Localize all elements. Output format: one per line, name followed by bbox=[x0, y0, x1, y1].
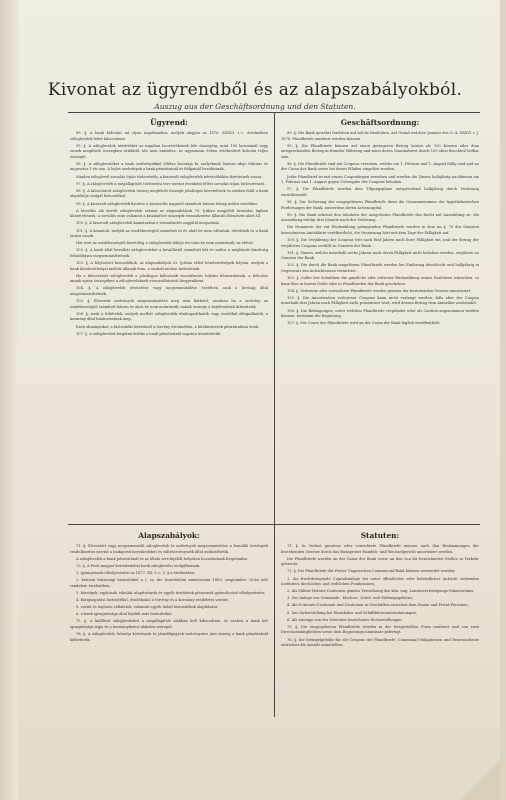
statuten-section bbox=[281, 531, 479, 717]
paragraph: 73. §. A Pesti magyar kereskedelmi bank záloglevelei szolgálhatnak: bbox=[76, 563, 201, 568]
paragraph: 98. §. Zur Sicherung der ausgegebenen Pfandbriefe dient die Gesammtsumme der hypothekarischen Forderungen der Bank, ausserdem deren Actiencapital. bbox=[281, 199, 479, 210]
paragraph: 5. Zur Sicherstellung bei Eisenbahn- und Schifffahrtsunternehmungen; bbox=[287, 610, 418, 615]
paragraph: 103. §. A folyósított biztosítékok, az alapszabályok 52. §-ában előírt kötelezettségek folytán, melyek a bank kötelezettségei mellett állanak fenn, a szokott módon intéztetnek. bbox=[70, 261, 268, 271]
paragraph: 101. §. A kamatok, melyek az esedékességtől számított öt év alatt be nem váltattak, elévülnek és a bank javára esnek. bbox=[70, 228, 268, 239]
ugyrend-section bbox=[70, 118, 268, 520]
paragraph: 2. Als Militär-Heirats-Cautionen gemäss Verordnung des kön. ung. Landesverteidigungs-Ministeriums; bbox=[287, 589, 475, 594]
paragraph: 95. §. A záloglevelek névértékét az ingatlan becsértékének fele összegéig, mint 100 koronánál vagy ennek megfelelő összegben értékből, ide nem számítva, az ugyanazon évben értékesített kölcsön teljes összegét. bbox=[70, 143, 268, 159]
column-divider-rule bbox=[274, 112, 275, 717]
paragraph: 75. §. A kiállított zálogleveleket a megállapított alakban kell kibocsátani, és ezeken a bank két igazgatósági tagja és a kormánybiztos aláírása szerepel. bbox=[70, 619, 268, 629]
paragraph: 4. közigazgatási biztosítékul, óvadékokul a törvény és a kormány rendeletei szerint; bbox=[76, 597, 229, 602]
paragraph: 106. §. Die Bedingungen, unter welchen Pfandbriefe verpfändet oder als Caution angenommen werden können, bestimmt die Regierung. bbox=[281, 308, 479, 319]
document-title: Kivonat az ügyrendből és az alapszabályokból. bbox=[47, 80, 463, 100]
geschaeftsordnung-section bbox=[281, 118, 479, 520]
paragraph: 2. katonai házassági biztosítékul a t. sz. kir. honvédelmi ministerium 1889. szeptember 20-án kelt rendelete értelmében; bbox=[70, 578, 268, 588]
paragraph: 6. Als sonstige von der Direction bezeichnete Sicherstellungen. bbox=[287, 617, 403, 622]
paragraph: 96. §. Die Pfandbriefe sind mit Coupons versehen, welche am 1. Februar und 1. August fällig sind und an der Cassa der Bank sowie bei deren Filialen eingelöst werden. bbox=[281, 161, 479, 172]
paragraph: 89. §. A bank kölcsönt ad olyan ingatlanokra, melyek alapján az 1876. XXXVI. t.-c. értelmében záloglevelek lehet kibocsátani. bbox=[70, 131, 268, 141]
section-heading: Ügyrend: bbox=[150, 118, 188, 127]
document-subtitle: Auszug aus der Geschäftsordnung und den Statuten. bbox=[154, 102, 356, 111]
paragraph: 1. Als fruchtbringende Capitalsanlage bei unter öffentlicher oder behördlicher Aufsicht stehenden Instituten, kirchlichen und weltlichen Fundationen; bbox=[281, 576, 479, 587]
paragraph: Jeder Pfandbrief ist mit einem Couponbogen versehen und werden die Zinsen halbjährig nachhinein am 1. Februar und 1. August gegen Uebergabe der Coupons behoben. bbox=[281, 174, 479, 185]
paper-fold-corner bbox=[460, 760, 500, 800]
paragraph: 6. a bank igazgatósága által kijelölt más biztosítékul. bbox=[76, 612, 173, 617]
paragraph: 101. §. Zinsen, welche innerhalb sechs Jahren nach deren Fälligkeit nicht behoben werden, verjähren zu Gunsten der Bank. bbox=[281, 250, 479, 261]
paragraph: 95. §. Die Pfandbriefe können auf einen geringeren Betrag lauten als 100 Kronen oder dem entsprechenden Betrag in fremder Währung und muss deren Nominalwert durch 100 ohne Bruchteil teilbar sein. bbox=[281, 143, 479, 159]
paragraph: 100. §. A kisorsolt záloglevelek kamatozása a visszafizetés napjától megszűnik. bbox=[76, 221, 220, 226]
alapszabalyok-paragraphs bbox=[70, 544, 268, 643]
paper-edge-left bbox=[0, 0, 18, 800]
alapszabalyok-section bbox=[70, 531, 268, 717]
section-heading: Statuten: bbox=[360, 531, 400, 540]
paragraph: 71. §. Elvesztett vagy megsemmisült záloglevelek és szelvények megsemmisítése a fennálló törvények rendelkezései szerint a budapesti kereskedelmi és váltótörvényszék által eszközöltetik. bbox=[70, 544, 268, 554]
paragraph: Die Pfandbriefe werden an der Cassa der Bank sowie an den von ihr bezeichneten Stellen in Verkehr gebracht. bbox=[281, 556, 479, 567]
paragraph: 76. §. Die Stempelgebühr für die Coupons der Pfandbriefe, Communal-Obligationen und Rentenscheine entrichtet die Anstalt unmittelbar. bbox=[281, 637, 479, 648]
paragraph: 102. §. A bank által bevallott zálogleveleket a bevallástól számított két év múlva a megbízott bizottság felszólításra megsemmisíttetnek. bbox=[70, 248, 268, 258]
paragraph: 104. §. A záloglevelek elvesztése vagy megsemmisülése esetében azok a bíróság által megsemmisíttetnek. bbox=[70, 286, 268, 296]
paragraph: 71. §. In Verlust geratene oder vernichtete Pfandbriefe müssen nach den Bestimmungen der bestehenden Gesetze durch das Budapester Handels- und Wechselgericht amortisiert werden. bbox=[281, 544, 479, 554]
paragraph: 96. §. A zálogleveleket a bank szelvényekkel ellátva bocsátja ki, melyeknek lejárati ideje február és augusztus 1-én van. A lejárt szelvények a bank pénztáránál és fiókjainál beváltatnak. bbox=[70, 161, 268, 172]
paragraph: 107. §. Der Cours der Pfandbriefe wird an der Cassa der Bank täglich veröffentlicht. bbox=[287, 321, 441, 326]
geschaeftsordnung-paragraphs bbox=[281, 131, 479, 327]
paragraph: 75. §. Die ausgegebenen Pfandbriefe werden in der festgestellten Form emittiert und von zwei Directionsmitgliedern sowie dem Regierungscommissär gefertigt. bbox=[281, 624, 479, 635]
paragraph: 76. §. A záloglevelek, községi kötvények és járadékjegyek szelvényeire járó összeg a bank pénztáránál kifizettetik. bbox=[70, 632, 268, 642]
paragraph: 3. községek, egyházak, iskolák, alapítványok és egyéb testületek pénzeinek gyümölcsöző elhelyezésére; bbox=[76, 590, 266, 595]
paragraph: Ezen okmányokat, a biztosítéki letéteknél a törvény értelmében, a hitelintézetek pénztáraiban őrzik. bbox=[76, 324, 260, 329]
paragraph: 3. Zur Anlage von Gemeinde-, Kirchen-, Schul- und Stiftungsgeldern; bbox=[287, 596, 413, 601]
paragraph: 4. Als Notariats-Cautionen und Cautionen in Geschäften zwischen dem Staate und Privat-Personen; bbox=[287, 603, 469, 608]
paragraph: 103. §. Sollte der Schuldner die gänzliche oder teilweise Rückzahlung seines Darlehens wünschen, so kann dies in barem Gelde oder in Pfandbriefen der Bank geschehen. bbox=[281, 276, 479, 286]
paragraph: 89. §. Die Bank gewährt Darlehen auf solche Realitäten, auf Grund welcher, gemäss des G.-A. XXXVI v. J. 1876. Pfandbriefe emittiert werden können. bbox=[281, 131, 479, 141]
paragraph: A bevallás alá került záloglevelek számai az alapszabályok 70. §-ában megjelölt hivatalos lapban közzététetnek; a sorsolás után valamint a kiszámított összegek visszafizetése állandó ellenőrzés alatt áll. bbox=[70, 208, 268, 219]
paragraph: Minden záloglevél sorsolás útján törlesztetik; a kisorsolt záloglevelek névértékükön fizettetnek vissza. bbox=[76, 174, 263, 179]
paragraph: 97. §. Die Pfandbriefe werden dem Tilgungsplane entsprechend halbjährig durch Verlosung zurückbezahlt. bbox=[281, 187, 479, 197]
paragraph: 99. §. A kisorsolt záloglevelek fizetése a kisorsolás napjától számított három hónap múlva esedékes. bbox=[76, 201, 259, 206]
paragraph: 97. §. A záloglevelek a megállapított törlesztési terv szerint évenként félévi sorsolás útján törlesztetnek. bbox=[76, 181, 266, 186]
paragraph: 98. §. A kibocsátott záloglevelek összeg megfelelő összegű jelzálogos követelések és ezeken felül a bank alaptőkéje szolgál biztosítékul. bbox=[70, 188, 268, 199]
paragraph: A záloglevelek a bank pénztáránál és az általa erre kijelölt helyeken bocsáttatnak forgalomba. bbox=[76, 556, 248, 561]
section-heading: Geschäftsordnung: bbox=[340, 118, 420, 127]
paragraph: 100. §. Die Verjährung der Coupons tritt nach fünf Jahren nach ihrer Fälligkeit ein, und der Betrag der verjährten Coupons verfällt zu Gunsten der Bank. bbox=[281, 238, 479, 248]
paragraph: 105. §. Elveszett szelvények megsemmisítése meg nem kérhető; azonban ha a szelvény az esedékességtől számított három év alatt be nem mutattatik, annak összege a bejelentőnek kifizettetik. bbox=[70, 299, 268, 309]
paragraph: 5. vasúti és hajózási vállalatok, valamint egyéb üzleti biztosítékok alapítására; bbox=[76, 605, 219, 610]
ugyrend-paragraphs bbox=[70, 131, 268, 337]
paragraph: 106. §. Azok a feltételek, melyek mellett záloglevelek elzálogosíthatók vagy óvadékul elfogadhatók, a kormány által határoztatnak meg. bbox=[70, 311, 268, 322]
paragraph: 107. §. A záloglevelek forgalmi értéke a bank pénztáránál naponta közzététetik. bbox=[76, 331, 222, 336]
paragraph: 104. §. Verlorene oder vernichtete Pfandbriefe werden gemäss der bestehenden Gesetze amortisiert. bbox=[287, 288, 472, 293]
paragraph: 99. §. Die Bank erkennt den Inhabern der ausgelosten Pfandbriefe das Recht auf Auszahlung zu; die Auszahlung erfolgt drei Monate nach der Verlosung. bbox=[281, 212, 479, 223]
paragraph: 102. §. Die durch die Bank eingelösten Pfandbriefe werden bei Einlösung durchlocht und halbjährig in Gegenwart des Aufsichtsrates vernichtet. bbox=[281, 263, 479, 273]
paragraph: 105. §. Die Amortisation verlorener Coupons kann nicht verlangt werden; falls aber der Coupon innerhalb drei Jahren nach Fälligkeit nicht präsentiert wird, wird dessen Betrag dem Anmelder ausbezahlt. bbox=[281, 295, 479, 306]
paragraph: 1. gyámpénzek elhelyezésére az 1877. XX. t.-c. 2. §-a értelmében; bbox=[76, 570, 196, 575]
paragraph: Ha a kibocsátott záloglevelek a jelzálogos kölcsönök visszafizetés folytán felmondatnak, a kölcsönt annak egész összegében a zálogleveleknek visszaváltásával kiegyenlíteni. bbox=[70, 273, 268, 284]
paragraph: Hat évet az esedékességtől követőleg a záloglevelek tőkéje évi után be nem mutattatik, az elévül. bbox=[76, 241, 254, 246]
statuten-paragraphs bbox=[281, 544, 479, 649]
paragraph: 73. §. Die Pfandbriefe der Pester Ungarischen Commercial-Bank können verwendet werden: bbox=[287, 569, 456, 574]
paper-edge-right bbox=[500, 0, 506, 800]
paragraph: Die Nummern der zur Rückzahlung gelangenden Pfandbriefe werden in dem im §. 70 der Statuten bezeichneten Amtsblatte veröffentlicht, die Verzinsung hört mit dem Tage der Fälligkeit auf. bbox=[281, 225, 479, 235]
section-heading: Alapszabályok: bbox=[138, 531, 200, 540]
